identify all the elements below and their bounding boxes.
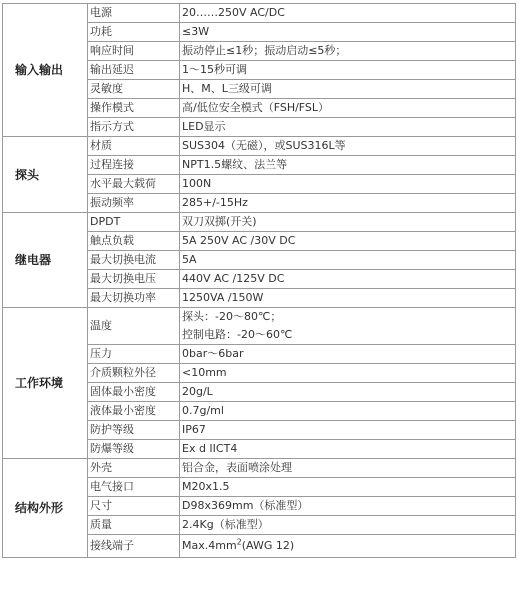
row-value: 285+/-15Hz [180, 194, 516, 213]
terminal-value-superscript: 2 [236, 537, 242, 547]
group-title-probe: 探头 [3, 137, 88, 213]
row-name: 振动频率 [88, 194, 180, 213]
row-value: 0bar～6bar [180, 345, 516, 364]
row-value: 振动停止≤1秒；振动启动≤5秒； [180, 42, 516, 61]
row-name: 液体最小密度 [88, 402, 180, 421]
row-value: 2.4Kg（标准型） [180, 516, 516, 535]
row-name: 外壳 [88, 459, 180, 478]
row-name: 水平最大载荷 [88, 175, 180, 194]
row-value: 0.7g/ml [180, 402, 516, 421]
row-name: 介质颗粒外径 [88, 364, 180, 383]
row-value: 20……250V AC/DC [180, 4, 516, 23]
row-value: D98x369mm（标准型） [180, 497, 516, 516]
row-name: 最大切换功率 [88, 289, 180, 308]
row-value: 440V AC /125V DC [180, 270, 516, 289]
row-name: 灵敏度 [88, 80, 180, 99]
row-value: NPT1.5螺纹、法兰等 [180, 156, 516, 175]
row-value: IP67 [180, 421, 516, 440]
table-row [3, 4, 516, 23]
row-name: 材质 [88, 137, 180, 156]
temperature-value [180, 308, 516, 345]
row-value: LED显示 [180, 118, 516, 137]
row-value: ≤3W [180, 23, 516, 42]
terminal-value-suffix: (AWG 12) [241, 539, 295, 552]
row-name: 质量 [88, 516, 180, 535]
row-value: 20g/L [180, 383, 516, 402]
row-name: 电气接口 [88, 478, 180, 497]
row-name: 压力 [88, 345, 180, 364]
group-title-io: 输入输出 [3, 4, 88, 137]
row-name: 触点负载 [88, 232, 180, 251]
row-value: 100N [180, 175, 516, 194]
terminal-value-prefix: Max.4mm [182, 539, 237, 552]
group-title-environment: 工作环境 [3, 308, 88, 459]
row-value: 1250VA /150W [180, 289, 516, 308]
row-value: H、M、L三级可调 [180, 80, 516, 99]
row-value: M20x1.5 [180, 478, 516, 497]
terminal-value [180, 535, 516, 558]
table-row [3, 213, 516, 232]
row-name: 最大切换电流 [88, 251, 180, 270]
row-name: 尺寸 [88, 497, 180, 516]
row-value: 1～15秒可调 [180, 61, 516, 80]
row-name: DPDT [88, 213, 180, 232]
row-value: 5A [180, 251, 516, 270]
row-value: <10mm [180, 364, 516, 383]
row-name: 操作模式 [88, 99, 180, 118]
row-name: 温度 [88, 308, 180, 345]
row-name: 电源 [88, 4, 180, 23]
row-value: 铝合金，表面喷涂处理 [180, 459, 516, 478]
group-title-structure: 结构外形 [3, 459, 88, 558]
row-name: 功耗 [88, 23, 180, 42]
row-value: 5A 250V AC /30V DC [180, 232, 516, 251]
row-name: 防爆等级 [88, 440, 180, 459]
table-row [3, 459, 516, 478]
row-name: 过程连接 [88, 156, 180, 175]
row-value: 双刀双掷(开关) [180, 213, 516, 232]
row-name: 指示方式 [88, 118, 180, 137]
table-row [3, 137, 516, 156]
row-value: Ex d IICT4 [180, 440, 516, 459]
row-name: 固体最小密度 [88, 383, 180, 402]
spec-table [2, 3, 516, 558]
table-row [3, 308, 516, 345]
group-title-relay: 继电器 [3, 213, 88, 308]
row-value: SUS304（无磁），或SUS316L等 [180, 137, 516, 156]
row-name: 输出延迟 [88, 61, 180, 80]
temperature-line-circuit: 控制电路：-20～60℃ [182, 328, 293, 341]
row-name: 最大切换电压 [88, 270, 180, 289]
temperature-line-probe: 探头：-20～80℃； [182, 310, 282, 323]
row-name: 防护等级 [88, 421, 180, 440]
row-name: 接线端子 [88, 535, 180, 558]
row-value: 高/低位安全模式（FSH/FSL） [180, 99, 516, 118]
row-name: 响应时间 [88, 42, 180, 61]
